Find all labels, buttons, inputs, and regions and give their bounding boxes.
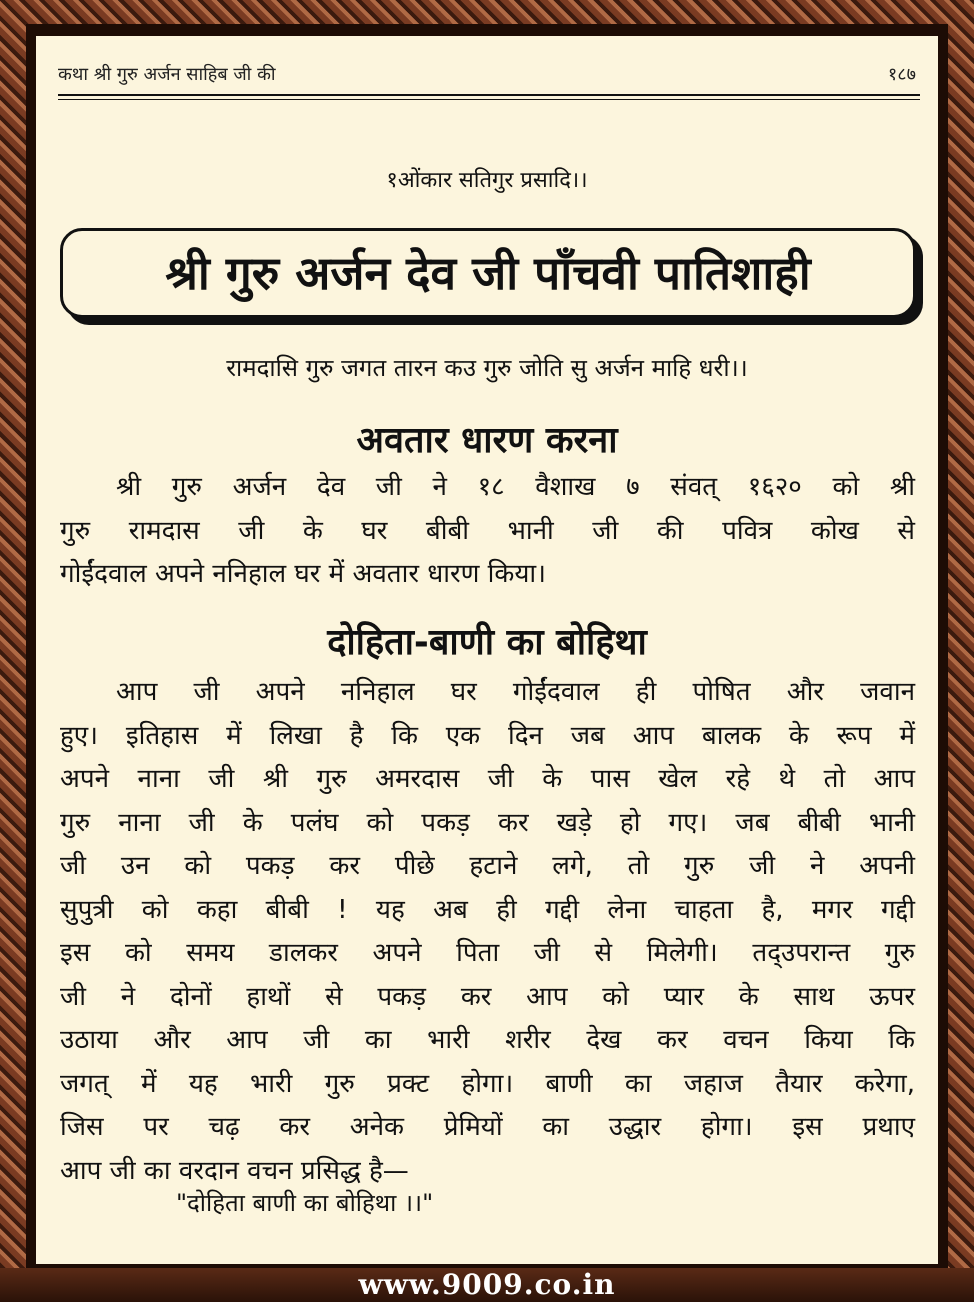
paragraph-line: आप जी अपने ननिहाल घर गोईंदवाल ही पोषित और जवान bbox=[116, 677, 915, 707]
page bbox=[36, 36, 938, 1264]
running-header bbox=[58, 56, 920, 104]
paragraph-line: उठाया और आप जी का भारी शरीर देख कर वचन किया कि bbox=[60, 1025, 915, 1055]
running-title: कथा श्री गुरु अर्जन साहिब जी की bbox=[58, 64, 276, 85]
header-rule bbox=[58, 94, 920, 96]
paragraph-line: जी उन को पकड़ कर पीछे हटाने लगे, तो गुरु जी ने अपनी bbox=[60, 851, 915, 881]
verse: रामदासि गुरु जगत तारन कउ गुरु जोति सु अर्जन माहि धरी।। bbox=[226, 354, 748, 382]
chapter-title: श्री गुरु अर्जन देव जी पाँचवी पातिशाही bbox=[165, 246, 811, 300]
paragraph-line: गोईंदवाल अपने ननिहाल घर में अवतार धारण किया। bbox=[60, 559, 547, 589]
paragraph-line: आप जी का वरदान वचन प्रसिद्ध है— bbox=[60, 1155, 409, 1186]
paragraph-line: इस को समय डालकर अपने पिता जी से मिलेगी। तद्उपरान्त गुरु bbox=[60, 938, 915, 968]
paragraph-line: सुपुत्री को कहा बीबी ! यह अब ही गद्दी लेना चाहता है, मगर गद्दी bbox=[60, 894, 915, 925]
section-heading-avtar: अवतार धारण करना bbox=[356, 420, 618, 461]
paragraph-line: जगत् में यह भारी गुरु प्रक्ट होगा। बाणी का जहाज तैयार करेगा, bbox=[60, 1068, 915, 1099]
section-heading-dohita: दोहिता-बाणी का बोहिथा bbox=[327, 622, 647, 663]
paragraph-line: जी ने दोनों हाथों से पकड़ कर आप को प्यार के साथ ऊपर bbox=[60, 981, 915, 1012]
paragraph-line: अपने नाना जी श्री गुरु अमरदास जी के पास खेल रहे थे तो आप bbox=[60, 764, 915, 794]
paragraph-line: हुए। इतिहास में लिखा है कि एक दिन जब आप बालक के रूप में bbox=[60, 720, 915, 751]
paragraph-line: गुरु रामदास जी के घर बीबी भानी जी की पवित्र कोख से bbox=[60, 515, 915, 546]
header-rule-thin bbox=[58, 99, 920, 100]
invocation: १ओंकार सतिगुर प्रसादि।। bbox=[386, 168, 588, 193]
paragraph-line: गुरु नाना जी के पलंघ को पकड़ कर खड़े हो गए। जब बीबी भानी bbox=[60, 807, 915, 838]
paragraph-line: जिस पर चढ़ कर अनेक प्रेमियों का उद्धार होगा। इस प्रथाए bbox=[60, 1112, 915, 1142]
website-link[interactable]: www.9009.co.in bbox=[358, 1268, 616, 1301]
paragraph-dohita bbox=[60, 671, 915, 1193]
paragraph-line: श्री गुरु अर्जन देव जी ने १८ वैशाख ७ संवत् १६२० को श्री bbox=[116, 472, 915, 502]
page-number: १८७ bbox=[887, 64, 916, 85]
title-box bbox=[60, 228, 916, 318]
paragraph-avtar bbox=[60, 466, 915, 597]
quote: "दोहिता बाणी का बोहिथा ।।" bbox=[176, 1189, 434, 1217]
